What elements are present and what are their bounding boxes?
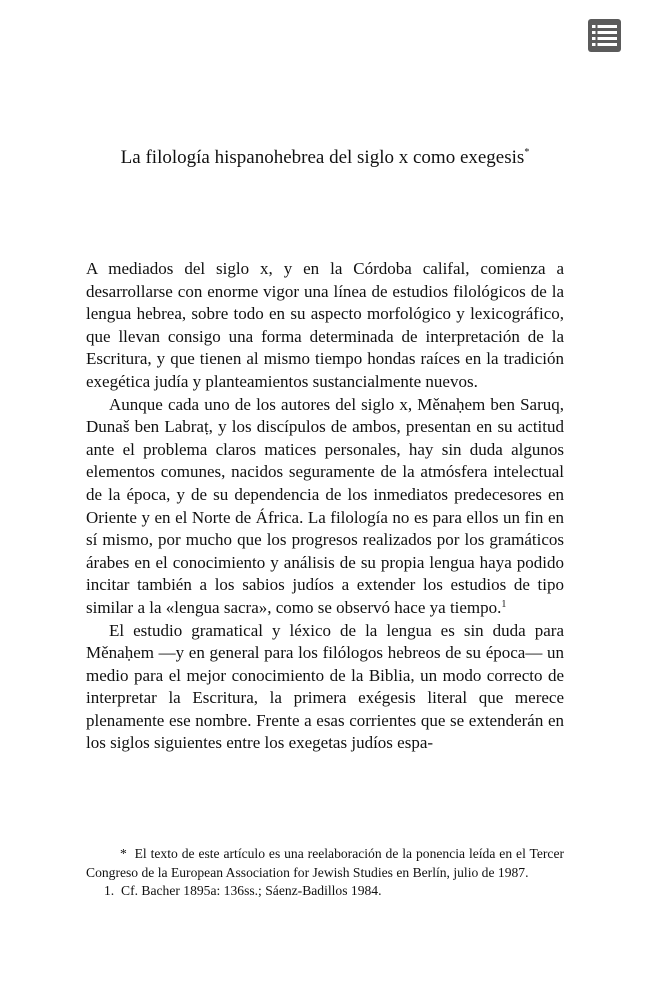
footnote-1 [86,882,564,901]
footnote-text: Cf. Bacher 1895a: 136ss.; Sáenz-Badillos 1984. [121,883,382,899]
paragraph-1 [86,258,564,394]
paragraph-text: Aunque cada uno de los autores del siglo x, Měnaḥem ben Saruq, Dunaš ben Labraṭ, y los discípulos de ambos, presentan en su actitud ante el problema claros matices personales, hay sin duda algunos elementos comunes, nacidos seguramente de la atmósfera intelectual de la época, y de su dependencia de los inmediatos predecesores en Oriente y en el Norte de África. La filología no es para ellos un fin en sí mismo, por mucho que los progresos realizados por los gramáticos árabes en el conocimiento y análisis de su propia lengua haya podido incitar también a los sabios judíos a extender los estudios de tipo similar a la «lengua sacra», como se observó hace ya tiempo. [86,394,564,617]
footnote-marker: 1. [104,883,115,899]
title-text: La filología hispanohebrea del siglo x como exegesis [120,147,525,168]
list-menu-icon [588,19,621,52]
paragraph-3 [86,620,564,756]
paragraph-text: A mediados del siglo x, y en la Córdoba califal, comienza a desarrollarse con enorme vigor una línea de estudios filológicos de la lengua hebrea, sobre todo en su aspecto morfológico y lexicográfico, que llevan consigo una forma determinada de interpretación de la Escritura, y que tienen al mismo tiempo hondas raíces en la tradición exegética judía y planteamientos sustancialmente nuevos. [86,259,564,391]
paragraph-2 [86,394,564,620]
page-title [0,146,650,170]
footnote-marker: * [120,846,127,861]
footnote-star [86,845,564,882]
title-footnote-marker: * [524,147,530,158]
footnote-reference-1: 1 [501,598,507,610]
footnotes [86,845,564,901]
menu-button[interactable] [588,19,621,52]
footnote-text: El texto de este artículo es una reelaboración de la ponencia leída en el Tercer Congreso de la European Association for Jewish Studies en Berlín, julio de 1987. [86,846,565,880]
paragraph-text: El estudio gramatical y léxico de la lengua es sin duda para Měnaḥem —y en general para los filólogos hebreos de su época— un medio para el mejor conocimiento de la Biblia, un modo correcto de interpretar la Escritura, la primera exégesis literal que merece plenamente ese nombre. Frente a esas corrientes que se extenderán en los siglos siguientes entre los exegetas judíos espa- [86,620,564,753]
article-body [86,258,564,755]
